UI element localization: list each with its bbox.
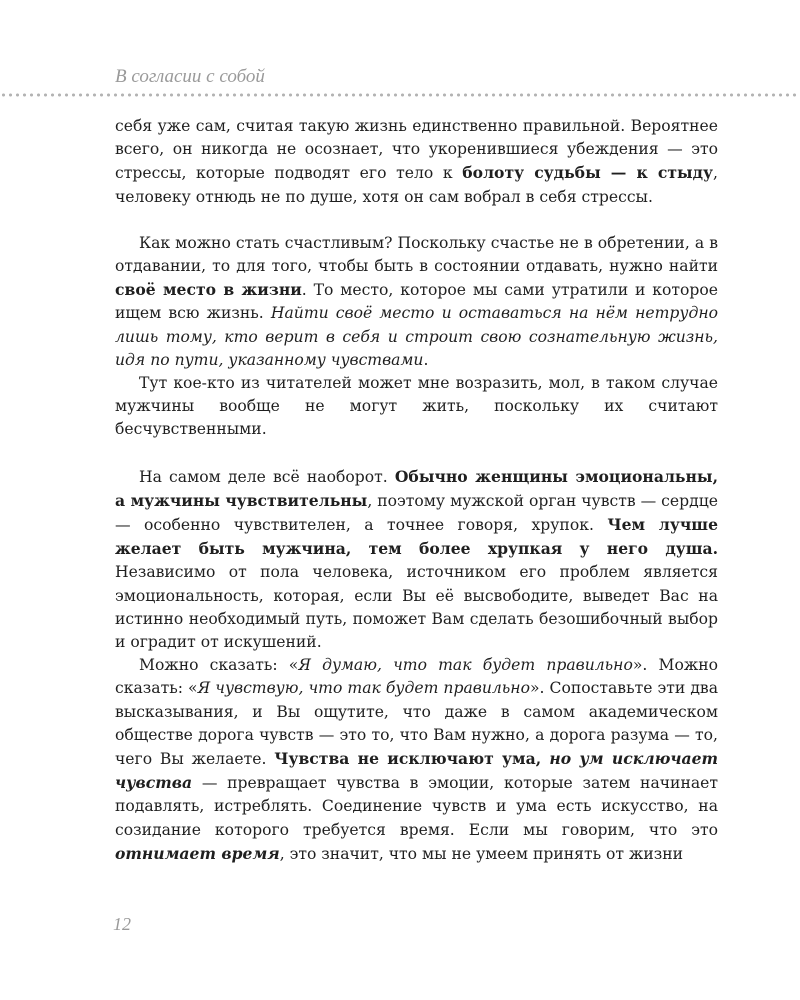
page-number: 12 — [113, 914, 131, 934]
dotted-divider — [0, 92, 800, 98]
text-run: ». Сопоставьте эти два высказывания, и Вы ощутите, что даже в самом академическом обществе дорога чувств — это то, что Вам нужно, а дорога разума — то, чего Вы желаете. — [115, 679, 719, 769]
bold-text: но ум исключает чувства — [115, 749, 718, 793]
text-run: Можно сказать: « — [139, 656, 299, 675]
text-run: На самом деле всё наоборот. — [139, 467, 395, 486]
text-run: — превращает чувства в эмоции, которые затем начинает подавлять, истреблять. Соединение чувств и ума есть искусство, на созидание которого требуется время. Если мы говорим, что это — [115, 774, 718, 839]
text-run: себя уже сам, считая такую жизнь единственно правильной. Вероятнее всего, он никогда не осознает, что укоренившиеся убеждения — это стрессы, которые подводят его тело к — [115, 117, 718, 183]
text-run: , поэтому мужской орган чувств — сердце — особенно чувствителен, а точнее говоря, хрупок. — [115, 491, 718, 535]
paragraph — [115, 115, 718, 209]
italic-text: Найти своё место и оставаться на нём нетрудно лишь тому, кто верит в себя и строит свою сознательную жизнь, идя по пути, указанному чувствами — [115, 304, 718, 369]
text-run: ». Можно сказать: « — [115, 656, 718, 698]
bold-text: Чем лучше желает быть мужчина, тем более хрупкая у него душа. — [115, 515, 718, 559]
italic-text: Я думаю, что так будет правильно — [298, 656, 633, 675]
text-run: . — [423, 350, 429, 369]
bold-text: Обычно женщины эмоциональны, а мужчины чувствительны — [115, 466, 718, 510]
text-run: Тут кое-кто из читателей может мне возразить, мол, в таком случае мужчины вообще не могут жить, поскольку их считают бесчувственными. — [115, 374, 718, 439]
body-text — [115, 115, 718, 866]
text-run: , человеку отнюдь не по душе, хотя он сам вобрал в себя стрессы. — [115, 164, 718, 206]
italic-text: Я чувствую, что так будет правильно — [197, 679, 530, 698]
bold-text: болоту судьбы — к стыду — [462, 163, 714, 183]
paragraph — [115, 465, 718, 655]
bold-text: отнимает время — [115, 843, 280, 863]
text-run: Независимо от пола человека, источником его проблем является эмоциональность, которая, если Вы её высвободите, выведет Вас на истинно необходимый путь, поможет Вам сделать безошибочный выбор и оградит от искушений. — [115, 563, 718, 652]
text-run: Как можно стать счастливым? Поскольку счастье не в обретении, а в отдавании, то для того, чтобы быть в состоянии отдавать, нужно найти — [115, 233, 718, 276]
paragraph — [115, 654, 718, 866]
running-head: В согласии с собой — [115, 66, 265, 87]
bold-text: Чувства не исключают ума, — [274, 749, 550, 769]
text-run: , это значит, что мы не умеем принять от жизни — [279, 844, 684, 863]
bold-text: своё место в жизни — [115, 280, 302, 300]
text-run: . То место, которое мы сами утратили и которое ищем всю жизнь. — [115, 281, 718, 323]
paragraph — [115, 372, 718, 442]
paragraph — [115, 232, 718, 372]
